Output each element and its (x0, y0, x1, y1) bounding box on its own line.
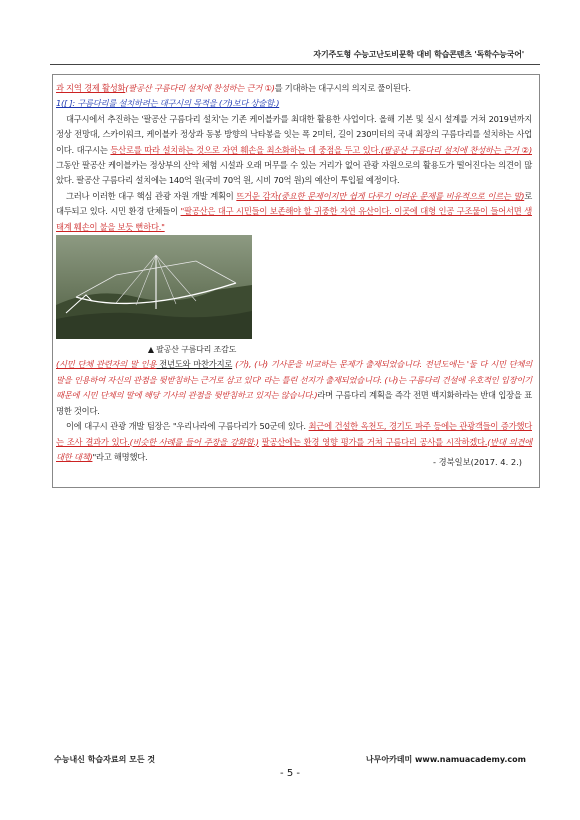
text-run: 로 대두되고 있다. 시민 환경 단체들이 (56, 190, 532, 217)
page-number: - 5 - (280, 768, 300, 779)
text-run: 과 지역 경제 활성화 (56, 83, 126, 93)
photo-figure (336, 222, 532, 347)
text-run: 대구시에서 추진하는 '팔공산 구름다리 설치'는 기존 케이블카를 최대한 활용한 사업이다. 올해 기본 및 실시 설계를 거쳐 2019년까지 정상 전망대, 스카이워크, 케이블카 정상과 동봉 방향의 낙타봉을 잇는 폭 2미터, 길이 230미터의 국내 최장의 구름다리를 설치하는 사업이다. 대구시는 (56, 113, 532, 155)
annotation: (비슷한 사례를 들어 주장을 강화함.) (129, 436, 259, 447)
annotation: (중요한 문제이지만 쉽게 다루기 어려운 문제를 비유적으로 이르는 말) (278, 190, 525, 201)
text-run: 를 기대하는 대구시의 의지로 풀이된다. (274, 83, 411, 93)
header-divider (50, 64, 540, 65)
annotation-blue: 1([ ]: 구름다리를 설치하려는 대구시의 목적을 (가)보다 상술함.) (56, 98, 280, 109)
text-run: 그러나 이러한 대구 핵심 관광 자원 개발 계획이 (66, 190, 237, 201)
annotation: (팔공산 구름다리 설치에 찬성하는 근거 ②) (380, 144, 532, 155)
quote-highlight: "팔공산은 대구 시민들이 보존해야 할 귀중한 자연 유산이다. 이곳에 대형 인공 구조물이 들어서면 생태계 훼손이 불을 보듯 뻔하다." (56, 206, 532, 232)
bridge-photo (56, 235, 252, 339)
footer-right-text: 나무아카데미 www.namuacademy.com (365, 755, 526, 764)
annotation: (반대 의견에 대한 대책) (56, 436, 533, 462)
paragraph-1 (56, 81, 532, 112)
text-run: 그동안 팔공산 케이블카는 정상부의 산악 체험 시설과 오래 머무를 수 있는 거리가 없어 관광 자원으로의 활용도가 떨어진다는 의견이 많았다. 팔공산 구름다리 설치에는 140억 원(국비 70억 원, 시비 70억 원)의 예산이 투입될 예정이다. (56, 160, 532, 186)
highlight: 등산로를 따라 설치하는 것으로 자연 훼손을 최소화하는 데 중점을 두고 있다. (110, 144, 381, 155)
annotation: (시민 단체 관련자의 말 인용 (56, 359, 157, 370)
annotation: (가), (나) 기사문을 비교하는 문제가 출제되었습니다. 전년도에는 '둘 다 시민 단체의 말을 인용하여 자신의 관점을 뒷받침하는 근거로 삼고 있다' 라는 틀린 선지가 출제되었습니다. (나)는 구름다리 건설에 우호적인 입장이기 때문에 시민 단체의 말에 해당 기사의 관점을 뒷받침하고 있지는 않습니다.) (56, 359, 532, 401)
paragraph-2 (56, 112, 532, 189)
underlined-text: 전년도와 마찬가지로 (156, 359, 233, 370)
article-body (56, 81, 532, 465)
paragraph-3 (56, 189, 532, 235)
header-title: 자기주도형 수능고난도비문학 대비 학습콘텐츠 '독학수능국어' (313, 50, 524, 59)
footer-left-text: 수능내신 학습자료의 모든 것 (54, 755, 156, 764)
highlight: 팔공산에는 환경 영향 평가를 거쳐 구름다리 공사를 시작하겠다. (261, 436, 488, 447)
text-run: "라고 해명했다. (92, 451, 148, 462)
text-run: 이에 대구시 관광 개발 팀장은 "우리나라에 구름다리가 50군데 있다. (66, 421, 309, 432)
photo-caption: ▲ 팔공산 구름다리 조감도 (147, 345, 237, 355)
article-source: - 경북일보(2017. 4. 2.) (432, 457, 522, 467)
highlight: 뜨거운 감자 (236, 190, 279, 201)
text-run: 라며 구름다리 계획을 즉각 전면 백지화하라는 반대 입장을 표명한 것이다. (56, 390, 532, 416)
annotation: (팔공산 구름다리 설치에 찬성하는 근거 ①) (125, 83, 275, 93)
highlight: 최근에 건설한 옥천도, 경기도 파주 등에는 관광객들이 증가했다는 조사 결과가 있다. (56, 421, 532, 447)
